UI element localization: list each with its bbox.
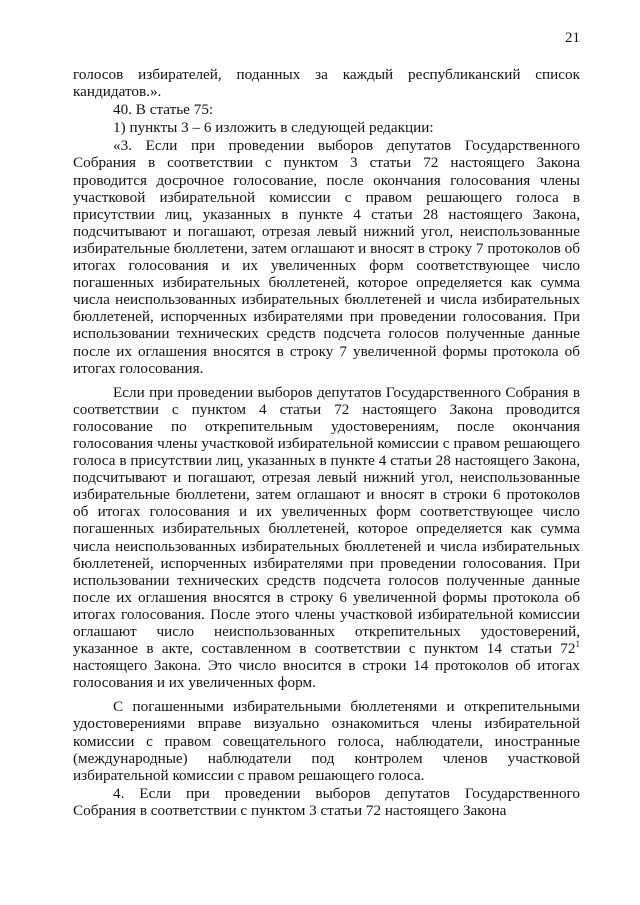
- paragraph-continuation: голосов избирателей, поданных за каждый республиканский список кандидатов.».: [73, 66, 580, 101]
- paragraph-clause-3: «3. Если при проведении выборов депутатов Государственного Собрания в соответствии с пунктом 3 статьи 72 настоящего Закона проводится досрочное голосование, после окончания голосования члены участковой избирательной комиссии с правом решающего голоса в присутствии лиц, указанных в пункте 4 статьи 28 настоящего Закона, подсчитывают и погашают, отрезая левый нижний угол, неиспользованные избирательные бюллетени, затем оглашают и вносят в строку 7 протоколов об итогах голосования и их увеличенных форм соответствующее число погашенных избирательных бюллетеней, которое определяется как сумма числа неиспользованных избирательных бюллетеней и числа избирательных бюллетеней, испорченных избирателями при проведении голосования. При использовании технических средств подсчета голосов полученные данные после их оглашения вносятся в строку 7 увеличенной формы протокола об итогах голосования.: [73, 137, 580, 377]
- document-body: [73, 66, 580, 819]
- page-number: 21: [565, 30, 580, 46]
- paragraph-text-part-a: Если при проведении выборов депутатов Государственного Собрания в соответствии с пунктом 4 статьи 72 настоящего Закона проводится голосование по открепительным удостоверениям, после окончания голосования члены участковой избирательной комиссии с правом решающего голоса в присутствии лиц, указанных в пункте 4 статьи 28 настоящего Закона, подсчитывают и погашают, отрезая левый нижний угол, неиспользованные избирательные бюллетени, затем оглашают и вносят в строки 6 протоколов об итогах голосования и их увеличенных форм соответствующее число погашенных избирательных бюллетеней, которое определяется как сумма числа неиспользованных избирательных бюллетеней и числа избирательных бюллетеней, испорченных избирателями при проведении голосования. При использовании технических средств подсчета голосов полученные данные после их оглашения вносятся в строку 6 увеличенной формы протокола об итогах голосования. После этого члены участковой избирательной комиссии оглашают число неиспользованных открепительных удостоверений, указанное в акте, составленном в соответствии с пунктом 14 статьи 72: [73, 383, 580, 658]
- paragraph-text-part-b: настоящего Закона. Это число вносится в строки 14 протоколов об итогах голосования и их увеличенных форм.: [73, 657, 580, 692]
- paragraph-subitem-1: 1) пункты 3 – 6 изложить в следующей редакции:: [113, 119, 434, 137]
- paragraph-clause-3-part-3: С погашенными избирательными бюллетенями и открепительными удостоверениями вправе визуально ознакомиться члены избирательной комиссии с правом совещательного голоса, наблюдатели, иностранные (международные) наблюдатели под контролем членов участковой избирательной комиссии с правом решающего голоса.: [73, 698, 580, 784]
- paragraph-clause-3-part-2: [73, 384, 580, 692]
- paragraph-clause-4: 4. Если при проведении выборов депутатов Государственного Собрания в соответствии с пунктом 3 статьи 72 настоящего Закона: [73, 784, 580, 819]
- article-superscript: 1: [575, 639, 580, 650]
- paragraph-item-40: 40. В статье 75:: [113, 101, 214, 119]
